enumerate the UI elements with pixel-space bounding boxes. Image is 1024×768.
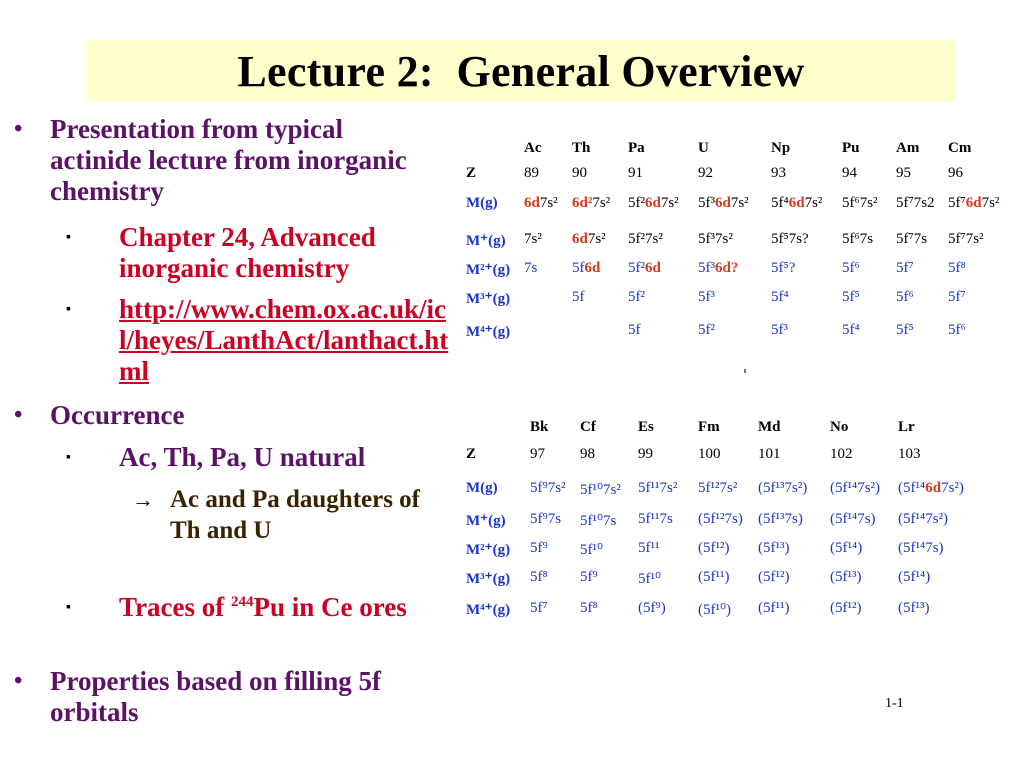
config-cell: 6d²7s² (572, 195, 611, 211)
config-cell: 5f⁸ (580, 600, 598, 616)
config-cell: 5f²6d7s² (628, 195, 679, 211)
config-cell: 96 (948, 165, 963, 181)
config-cell: 5f¹²7s² (698, 480, 738, 496)
arrow-right-icon: → (132, 487, 154, 512)
config-cell: (5f¹¹) (758, 600, 790, 616)
config-cell: (5f¹²7s) (698, 511, 743, 527)
bullet-natural (0, 442, 449, 473)
config-cell: 5f⁶ (948, 322, 966, 338)
row-label: M⁺(g) (466, 513, 506, 529)
config-cell: 92 (698, 165, 713, 181)
config-cell: 5f⁹ (530, 540, 548, 556)
config-cell: 5f⁴ (771, 289, 789, 305)
config-cell: 5f⁷ (948, 289, 966, 305)
element-header: Cm (948, 140, 972, 156)
config-cell: 5f⁴6d7s² (771, 195, 823, 211)
stray-mark (744, 369, 746, 373)
bullet-daughters (0, 484, 440, 546)
config-cell: 6d7s² (524, 195, 558, 211)
config-cell: 5f²7s² (628, 231, 663, 247)
config-cell: 95 (896, 165, 911, 181)
config-cell: 90 (572, 165, 587, 181)
config-cell: 5f⁵ (896, 322, 914, 338)
element-header: Es (638, 419, 654, 435)
config-cell: 5f³6d7s² (698, 195, 749, 211)
row-label: M⁺(g) (466, 233, 506, 249)
config-cell: 5f⁶7s² (842, 195, 878, 211)
config-cell: 5f⁵ (842, 289, 860, 305)
config-cell: 5f¹⁰7s² (580, 482, 621, 498)
config-cell: 98 (580, 446, 595, 462)
config-cell: 5f⁵7s? (771, 231, 809, 247)
config-cell: (5f¹⁰) (698, 602, 731, 618)
row-label: M⁴⁺(g) (466, 324, 511, 340)
bullet-dot-icon: • (14, 668, 23, 694)
config-cell: 5f⁷7s2 (896, 195, 935, 211)
bullet-dot-icon: • (14, 402, 23, 428)
config-cell: 5f⁷ (530, 600, 548, 616)
config-cell: (5f¹¹) (698, 569, 730, 585)
config-cell: 5f¹¹7s² (638, 480, 678, 496)
config-cell: 5f⁹ (580, 569, 598, 585)
element-header: Lr (898, 419, 915, 435)
config-cell: 5f⁷7s (896, 231, 928, 247)
config-cell: 5f³ (698, 289, 715, 305)
config-cell: 102 (830, 446, 853, 462)
config-cell: (5f¹³7s) (758, 511, 803, 527)
config-cell: 7s (524, 260, 538, 276)
bullet-text: Ac, Th, Pa, U natural (119, 442, 366, 472)
row-label: M(g) (466, 480, 498, 496)
element-header: Am (896, 140, 920, 156)
config-cell: 5f (572, 289, 585, 305)
element-header: Fm (698, 419, 720, 435)
config-cell: 5f¹⁰ (580, 542, 604, 558)
config-cell: 5f³6d? (698, 260, 739, 276)
bullet-square-icon: ▪ (66, 600, 71, 615)
config-cell: 5f² (698, 322, 715, 338)
config-cell: (5f⁹) (638, 600, 666, 616)
config-cell: (5f¹³7s²) (758, 480, 808, 496)
config-cell: (5f¹²) (758, 569, 790, 585)
config-cell: 5f (628, 322, 641, 338)
config-cell: 7s² (524, 231, 542, 247)
bullet-traces (0, 592, 449, 623)
config-cell: 5f¹⁰ (638, 571, 662, 587)
config-cell: 5f³7s² (698, 231, 733, 247)
element-header: Pu (842, 140, 860, 156)
config-cell: 5f¹⁰7s (580, 513, 617, 529)
bullet-dot-icon: • (14, 116, 23, 142)
row-label: M²⁺(g) (466, 262, 511, 278)
row-label: Z (466, 165, 477, 181)
row-label: M(g) (466, 195, 498, 211)
element-header: Bk (530, 419, 549, 435)
config-cell: (5f¹³) (830, 569, 862, 585)
slide-title: Lecture 2: General Overview (237, 46, 805, 96)
config-cell: 100 (698, 446, 721, 462)
bullet-text: Traces of $^{244}$Pu in Ce ores (119, 592, 407, 622)
config-cell: 5f⁶7s (842, 231, 874, 247)
element-header: Th (572, 140, 591, 156)
config-cell: (5f¹⁴7s) (898, 540, 944, 556)
config-cell: 5f⁵? (771, 260, 796, 276)
config-cell: 5f² (628, 289, 645, 305)
config-cell: 91 (628, 165, 643, 181)
row-label: M⁴⁺(g) (466, 602, 511, 618)
config-cell: 5f⁸ (530, 569, 548, 585)
config-cell: 5f⁶ (896, 289, 914, 305)
electron-config-table-1 (466, 140, 1024, 350)
config-cell: 99 (638, 446, 653, 462)
config-cell: (5f¹³) (758, 540, 790, 556)
config-cell: (5f¹⁴7s²) (898, 511, 949, 527)
config-cell: 5f³ (771, 322, 788, 338)
electron-config-table-2 (466, 419, 1024, 629)
lecture-link[interactable]: http://www.chem.ox.ac.uk/icl/heyes/LanthAct/lanthact.html (119, 294, 449, 386)
slide-number: 1-1 (885, 696, 904, 711)
element-header: U (698, 140, 709, 156)
bullet-presentation (0, 114, 440, 207)
bullet-text: Ac and Pa daughters of Th and U (170, 486, 421, 544)
config-cell: 5f⁴ (842, 322, 860, 338)
config-cell: (5f¹⁴7s²) (830, 480, 881, 496)
element-header: No (830, 419, 849, 435)
title-bar (86, 40, 956, 102)
config-cell: 6d7s² (572, 231, 606, 247)
bullet-text: Presentation from typical actinide lecture from inorganic chemistry (50, 114, 407, 206)
config-cell: 103 (898, 446, 921, 462)
config-cell: (5f¹²) (830, 600, 862, 616)
config-cell: (5f¹⁴7s) (830, 511, 876, 527)
config-cell: 5f⁸ (948, 260, 966, 276)
bullet-text: Occurrence (50, 400, 185, 430)
bullet-text: Properties based on filling 5f orbitals (50, 666, 382, 727)
config-cell: 89 (524, 165, 539, 181)
element-header: Pa (628, 140, 645, 156)
config-cell: 5f¹¹ (638, 540, 660, 556)
bullet-link[interactable] (0, 294, 449, 387)
config-cell: 5f6d (572, 260, 601, 276)
config-cell: 94 (842, 165, 857, 181)
config-cell: 5f⁷6d7s² (948, 195, 1000, 211)
bullet-square-icon: ▪ (66, 230, 71, 245)
config-cell: (5f¹⁴6d7s²) (898, 480, 964, 496)
element-header: Ac (524, 140, 542, 156)
config-cell: 101 (758, 446, 781, 462)
element-header: Cf (580, 419, 596, 435)
config-cell: 5f²6d (628, 260, 661, 276)
row-label: M²⁺(g) (466, 542, 511, 558)
element-header: Np (771, 140, 791, 156)
bullet-chapter (0, 222, 449, 284)
config-cell: (5f¹²) (698, 540, 730, 556)
config-cell: (5f¹⁴) (830, 540, 863, 556)
bullet-square-icon: ▪ (66, 302, 71, 317)
element-header: Md (758, 419, 781, 435)
config-cell: 97 (530, 446, 545, 462)
config-cell: 5f⁹7s (530, 511, 562, 527)
config-cell: 5f⁶ (842, 260, 860, 276)
bullet-occurrence (0, 400, 440, 431)
row-label: M³⁺(g) (466, 571, 511, 587)
config-cell: 5f⁷ (896, 260, 914, 276)
config-cell: (5f¹⁴) (898, 569, 931, 585)
config-cell: (5f¹³) (898, 600, 930, 616)
bullet-square-icon: ▪ (66, 450, 71, 465)
bullet-text: Chapter 24, Advanced inorganic chemistry (119, 222, 376, 283)
row-label: Z (466, 446, 477, 462)
config-cell: 5f¹¹7s (638, 511, 673, 527)
config-cell: 5f⁹7s² (530, 480, 566, 496)
bullet-properties (0, 666, 440, 728)
config-cell: 5f⁷7s² (948, 231, 984, 247)
row-label: M³⁺(g) (466, 291, 511, 307)
config-cell: 93 (771, 165, 786, 181)
